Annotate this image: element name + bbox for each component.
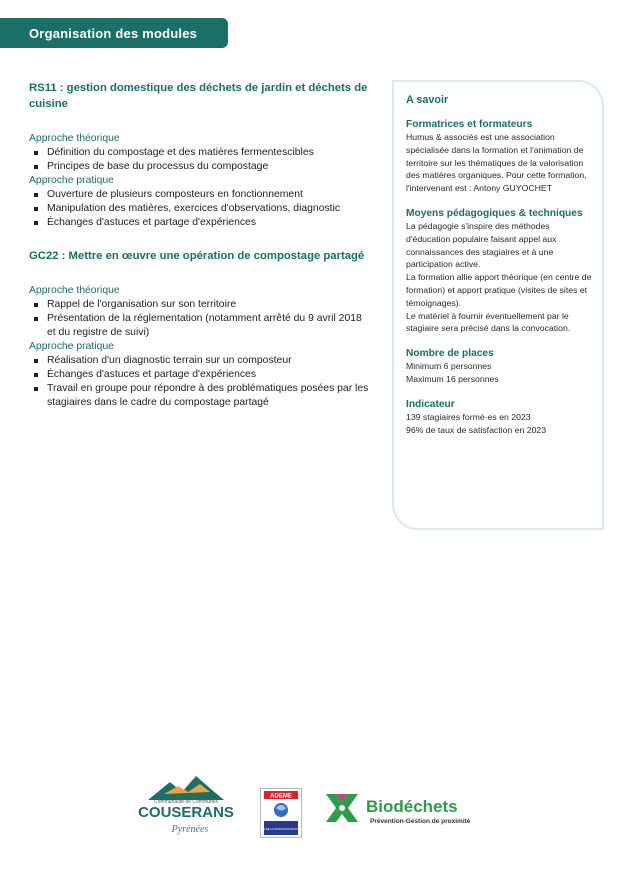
section-text: Le matériel à fournir éventuellement par le stagiaire sera précisé dans la convocation. [406,310,571,334]
module-gc22 [29,248,369,410]
list-item: Échanges d'astuces et partage d'expériences [29,216,369,230]
section-text: 139 stagiaires formé·es en 2023 [406,411,531,422]
approach-label: Approche théorique [29,285,120,296]
section-heading: Moyens pédagogiques & techniques [406,207,583,219]
section-text: Maximum 16 personnes [406,373,499,384]
section-heading: Indicateur [406,398,455,410]
couserans-logo [140,770,232,840]
list-item: Échanges d'astuces et partage d'expériences [29,368,369,382]
couserans-sub-text: Pyrénées [171,824,209,835]
ademe-name: ADEME [270,793,292,800]
couserans-main-text: COUSERANS [138,804,234,821]
bullet-list [29,354,369,410]
list-item: Définition du compostage et des matières fermentescibles [29,146,369,160]
couserans-top-text: Communauté de Communes [154,799,218,805]
section-heading: Nombre de places [406,348,494,360]
biodechets-icon [326,794,358,822]
biodechets-logo [322,790,502,830]
sidebar-title: A savoir [406,94,449,106]
section-text: La pédagogie s'inspire des méthodes d'éducation populaire faisant appel aux connaissances des stagiaires et à une participation active. [406,220,557,270]
indicator-section [406,398,592,437]
bullet-list [29,146,369,174]
module-rs11 [29,80,369,230]
approach-label: Approche pratique [29,175,114,186]
section-heading: Formatrices et formateurs [406,119,533,130]
partner-logos [0,760,633,850]
modules-column [29,80,369,410]
list-item: Principes de base du processus du compostage [29,160,369,174]
header-banner [0,18,228,48]
section-text: Minimum 6 personnes [406,361,492,372]
list-item: Rappel de l'organisation sur son territoire [29,298,369,312]
places-section [406,347,592,386]
section-text: 96% de taux de satisfaction en 2023 [406,424,547,435]
page-title: Organisation des modules [29,25,198,41]
bullet-list [29,298,369,340]
module-title: GC22 : Mettre en œuvre une opération de compostage partagé [29,250,365,262]
info-sidebar [392,80,604,530]
module-title: RS11 : gestion domestique des déchets de jardin et déchets de cuisine [29,82,368,110]
list-item: Travail en groupe pour répondre à des problématiques posées par les stagiaires dans le cadre du compostage partagé [29,382,369,410]
ademe-caption: AGENCE DE LA TRANSITION ÉCOLOGIQUE [254,828,308,831]
trainers-section [406,118,592,195]
list-item: Manipulation des matières, exercices d'observations, diagnostic [29,202,369,216]
approach-label: Approche pratique [29,341,114,352]
biodechets-tagline: Prévention-Gestion de proximité [370,818,471,825]
section-text: La formation allie apport théorique (en centre de formation) et apport pratique (visites de sites et témoignages). [406,272,592,308]
list-item: Présentation de la réglementation (notamment arrêté du 9 avril 2018 et du registre de suivi) [29,312,369,340]
biodechets-name: Biodéchets [366,797,458,816]
methods-section [406,207,592,335]
bullet-list [29,188,369,230]
ademe-logo [254,788,308,838]
approach-label: Approche théorique [29,133,120,144]
section-text: Humus & associés est une association spécialisée dans la formation et l'animation de territoire sur les thématiques de la valorisation des matières organiques. Pour cette formation, l'intervenant est : Antony GUYOCHET [406,132,587,194]
list-item: Ouverture de plusieurs composteurs en fonctionnement [29,188,369,202]
list-item: Réalisation d'un diagnostic terrain sur un composteur [29,354,369,368]
